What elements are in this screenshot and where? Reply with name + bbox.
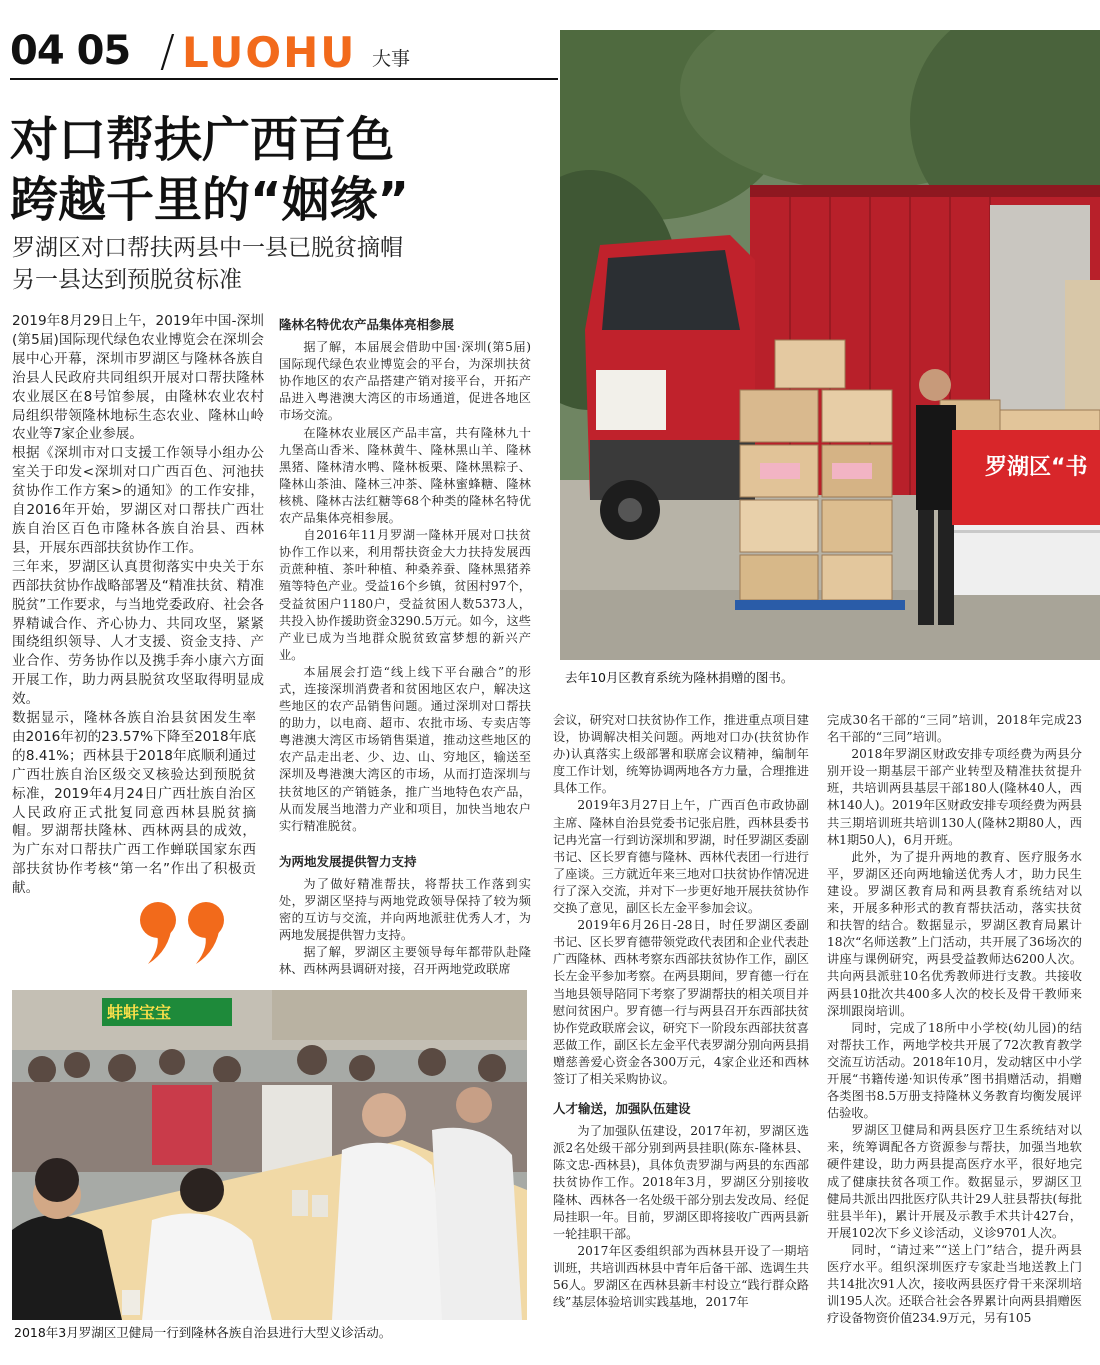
headline-line-2: 跨越千里的“姻缘”	[10, 172, 410, 228]
paragraph: 完成30名干部的“三同”培训，2018年完成23名干部的“三同”培训。	[827, 713, 1082, 745]
paragraph: 此外，为了提升两地的教育、医疗服务水平，罗湖区还向两地输送优秀人才，助力民生建设。罗湖区教育局和两县教育系统结对以来，开展多种形式的教育帮扶活动，落实扶贫和扶智的结合。数据显示，罗湖区教育局累计18次“名师送教”上门活动，共开展了36场次的讲座与课例研究，两县受益教师达6200人次。共向两县派驻10名优秀教师进行支教。共接收两县10批次共400多人次的校长及骨干教师来深圳跟岗培训。	[827, 849, 1082, 1018]
paragraph: 自2016年11月罗湖一隆林开展对口扶贫协作工作以来，利用帮扶资金大力扶持发展西贡蔗种植、茶叶种植、种桑养蚕、隆林黑猪养殖等特色产业。受益16个乡镇，贫困村97个，受益贫困户1180户，受益贫困人数5373人，共投入协作援助资金3290.5万元。如今，这些产业已成为当地群众脱贫致富梦想的新兴产业。	[279, 528, 531, 662]
paragraph: 罗湖区卫健局和两县医疗卫生系统结对以来，统筹调配各方资源参与帮扶，加强当地软硬件建设，助力两县提高医疗水平，很好地完成了健康扶贫各项工作。数据显示，罗湖区卫健局共派出四批医疗队共计29人驻县帮扶(每批驻县半年)，累计开展及示教手术共计427台，开展102次下乡义诊活动，义诊9701人次。	[827, 1123, 1082, 1240]
headline-line-1: 对口帮扶广西百色	[10, 112, 395, 168]
section-label: 大事	[372, 48, 411, 70]
paragraph: 同时，完成了18所中小学校(幼儿园)的结对帮扶工作，两地学校共开展了72次教育教学交流互访活动。2018年10月，发动辖区中小学开展“书籍传递·知识传承”图书捐赠活动，捐赠各类图书8.5万册支持隆林义务教育均衡发展评估验收。	[827, 1020, 1082, 1121]
truck-scene-illustration	[560, 30, 1100, 660]
section-heading: 为两地发展提供智力支持	[279, 853, 417, 869]
article-column-3	[553, 712, 809, 1311]
shop-sign-text: 蚌蚌宝宝	[107, 1003, 172, 1022]
paragraph: 为了做好精准帮扶，将帮扶工作落到实处，罗湖区坚持与两地党政领导保持了较为频密的互访与交流，并向两地派驻优秀人才，为两地发展提供智力支持。	[279, 876, 531, 943]
paragraph: 根据《深圳市对口支援工作领导小组办公室关于印发<深圳对口广西百色、河池扶贫协作工作方案>的通知》的工作安排，自2016年开始，罗湖区对口帮扶广西壮族自治区百色市隆林各族自治县、西林县，开展东西部扶贫协作工作。	[12, 445, 264, 556]
paragraph: 同时，“请过来”“送上门”结合，提升两县医疗水平。组织深圳医疗专家赴当地送教上门共14批次91人次，接收两县医疗骨干来深圳培训195人次。还联合社会各界累计向两县捐赠医疗设备物资价值234.9万元，另有105	[827, 1242, 1082, 1326]
paragraph: 据了解，本届展会借助中国·深圳(第5届)国际现代绿色农业博览会的平台，为深圳扶贫协作地区的农产品搭建产销对接平台，开拓产品进入粤港澳大湾区的市场通道，促进各地区市场交流。	[279, 340, 531, 423]
brand-logo: LUOHU	[182, 28, 357, 77]
masthead-slash: /	[160, 26, 175, 77]
photo-caption: 2018年3月罗湖区卫健局一行到隆林各族自治县进行大型义诊活动。	[14, 1325, 392, 1340]
paragraph: 会议，研究对口扶贫协作工作，推进重点项目建设，协调解决相关问题。两地对口办(扶贫协作办)认真落实上级部署和联席会议精神，编制年度工作计划，统筹协调两地各方力量，合理推进具体工作。	[553, 713, 809, 796]
photo-book-donation	[560, 30, 1100, 660]
paragraph: 2019年6月26日-28日，时任罗湖区委副书记、区长罗育德带领党政代表团和企业代表赴广西隆林、西林考察东西部扶贫协作工作，副区长左金平参加考察。在两县期间，罗育德一行在当地县领导陪同下考察了罗湖帮扶的相关项目并慰问贫困户。罗育德一行与两县召开东西部扶贫协作党政联席会议，研究下一阶段东西部扶贫喜恶做工作，副区长左金平代表罗湖分别向两县捐赠慈善爱心资金各300万元，4家企业还和西林签订了相关采购协议。	[553, 918, 809, 1086]
section-heading: 隆林名特优农产品集体亮相参展	[279, 317, 455, 332]
paragraph: 数据显示，隆林各族自治县贫困发生率由2016年初的23.57%下降至2018年底的8.41%；西林县于2018年底顺利通过广西壮族自治区级交叉核验达到预脱贫标准，2019年4月24日广西壮族自治区人民政府正式批复同意西林县脱贫摘帽。罗湖帮扶隆林、西林两县的成效，为广东对口帮扶广西工作蝉联国家东西部扶贫协作考核“第一名”作出了积极贡献。	[12, 710, 256, 897]
paragraph: 2017年区委组织部为西林县开设了一期培训班，共培训西林县中青年后备干部、选调生共56人。罗湖区在西林县新丰村设立“践行群众路线”基层体验培训实践基地，2017年	[553, 1243, 809, 1310]
paragraph: 2019年8月29日上午，2019年中国-深圳(第5届)国际现代绿色农业博览会在深圳会展中心开幕，深圳市罗湖区与隆林各族自治县人民政府共同组织开展对口帮扶隆林农业展区在8号馆参展，由隆林农业农村局组织带领隆林地标生态农业、隆林山岭农业等7家企业参展。	[12, 313, 264, 443]
photo-caption: 去年10月区教育系统为隆林捐赠的图书。	[565, 670, 794, 685]
masthead	[0, 0, 560, 82]
paragraph: 2019年3月27日上午，广西百色市政协副主席、隆林自治县党委书记张启胜，西林县委书记冉光富一行到访深圳和罗湖，时任罗湖区委副书记、区长罗育德与隆林、西林代表团一行进行了座谈。三方就近年来三地对口扶贫协作情况进行了深入交流，并对下一步更好地开展扶贫协作交换了意见，副区长左金平参加会议。	[553, 798, 809, 916]
article-column-1	[12, 312, 264, 898]
paragraph: 三年来，罗湖区认真贯彻落实中央关于东西部扶贫协作战略部署及“精准扶贫、精准脱贫”工作要求，与当地党委政府、社会各界精诚合作、齐心协力、共同攻坚，紧紧围绕组织领导、人才支援、资金支持、产业合作、劳务协作以及携手奔小康六方面开展工作，助力两县脱贫攻坚取得明显成效。	[12, 558, 264, 708]
paragraph: 据了解，罗湖区主要领导每年都带队赴隆林、西林两县调研对接，召开两地党政联席	[279, 945, 531, 977]
photo-medical-clinic	[12, 990, 527, 1320]
paragraph: 本届展会打造“线上线下平台融合”的形式，连接深圳消费者和贫困地区农户，解决这些地区的农产品销售问题。通过深圳对口帮扶的助力，以电商、超市、农批市场、专卖店等粤港澳大湾区市场销售渠道，推动这些地区的农产品走出老、少、边、山、穷地区，输送至深圳及粤港澳大湾区的市场，从而打造深圳与扶贫地区的产销链条，推广当地特色农产品，从而发展当地潜力产业和项目，加快当地农户实行精准脱贫。	[279, 664, 531, 833]
masthead-rule	[10, 78, 558, 80]
subheadline	[12, 232, 557, 296]
clinic-scene-illustration	[12, 990, 527, 1320]
paragraph: 在隆林农业展区产品丰富，共有隆林九十九堡高山香米、隆林黄牛、隆林黑山羊、隆林黑猪、隆林清水鸭、隆林板栗、隆林黑粽子、隆林山茶油、隆林三冲茶、隆林蜜蜂糖、隆林核桃、隆林古法红糖等68个种类的隆林名特优农产品集体亮相参展。	[279, 425, 531, 526]
headline	[10, 110, 555, 230]
paragraph: 为了加强队伍建设，2017年初，罗湖区选派2名处级干部分别到两县挂职(陈东-隆林县、陈文忠-西林县)，具体负责罗湖与两县的东西部扶贫协作工作。2018年3月，罗湖区分别接收隆林、西林各一名处级干部分别去发改局、经促局挂职一年。目前，罗湖区即将接收广西两县新一轮挂职干部。	[553, 1124, 809, 1241]
article-column-4	[827, 712, 1082, 1327]
subheadline-line-2: 另一县达到预脱贫标准	[12, 267, 242, 293]
article-column-2	[279, 312, 531, 978]
section-heading: 人才输送，加强队伍建设	[553, 1101, 691, 1117]
quote-mark-icon	[136, 898, 236, 968]
subheadline-line-1: 罗湖区对口帮扶两县中一县已脱贫摘帽	[12, 235, 403, 261]
paragraph: 2018年罗湖区财政安排专项经费为两县分别开设一期基层干部产业转型及精准扶贫提升班，共培训两县基层干部180人(隆林40人，西林140人)。2019年区财政安排专项经费为两县共三期培训班共培训130人(隆林2期80人，西林1期50人)，6月开班。	[827, 747, 1082, 847]
banner-text: 罗湖区“书	[985, 455, 1088, 480]
page-numbers: 04 05	[10, 28, 131, 74]
